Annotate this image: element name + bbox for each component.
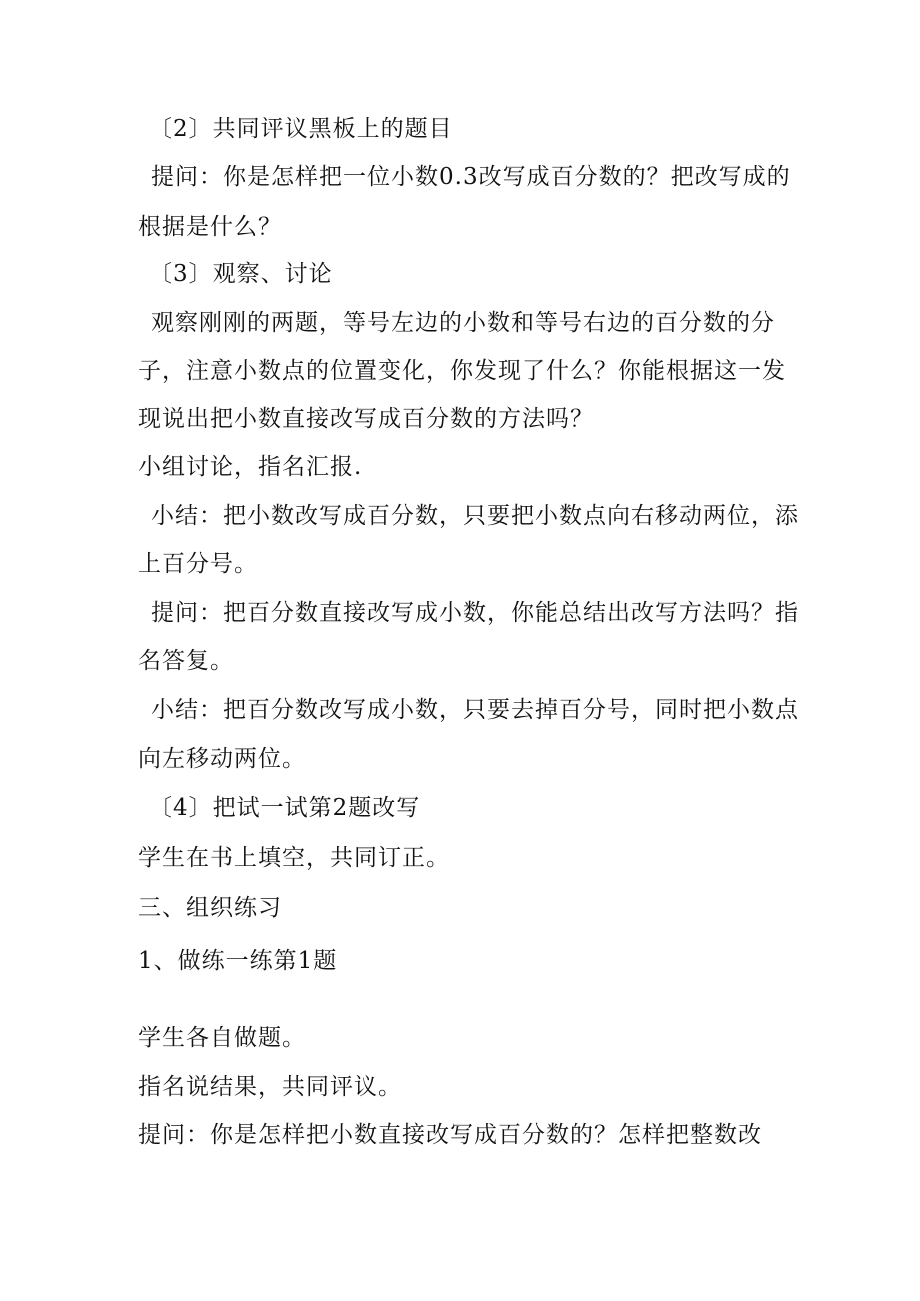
text-line-15: 〔4〕把试一试第2题改写 [149,795,421,821]
text-line-19: 学生各自做题。 [138,1025,306,1051]
text-line-6: 子，注意小数点的位置变化，你发现了什么？你能根据这一发 [138,358,786,384]
text-line-10: 上百分号。 [138,551,258,577]
text-line-4: 〔3〕观察、讨论 [149,261,333,287]
text-line-11: 提问：把百分数直接改写成小数，你能总结出改写方法吗？指 [151,600,799,626]
text-line-14: 向左移动两位。 [138,746,306,772]
text-line-13: 小结：把百分数改写成小数，只要去掉百分号，同时把小数点 [151,697,799,723]
text-line-16: 学生在书上填空，共同订正。 [138,845,450,871]
text-line-3: 根据是什么？ [138,214,282,240]
text-line-1: 〔2〕共同评议黑板上的题目 [149,116,453,142]
text-line-2: 提问：你是怎样把一位小数0.3改写成百分数的？把改写成的 [151,164,791,190]
text-line-18: 1、做练一练第1题 [138,948,338,974]
text-line-12: 名答复。 [138,648,234,674]
text-line-9: 小结：把小数改写成百分数，只要把小数点向右移动两位，添 [151,503,799,529]
text-line-8: 小组讨论，指名汇报. [138,454,363,480]
text-line-5: 观察刚刚的两题，等号左边的小数和等号右边的百分数的分 [151,310,775,336]
text-line-21: 提问：你是怎样把小数直接改写成百分数的？怎样把整数改 [138,1122,762,1148]
text-line-20: 指名说结果，共同评议。 [138,1074,402,1100]
text-line-7: 现说出把小数直接改写成百分数的方法吗？ [138,406,594,432]
text-line-17: 三、组织练习 [138,895,282,921]
